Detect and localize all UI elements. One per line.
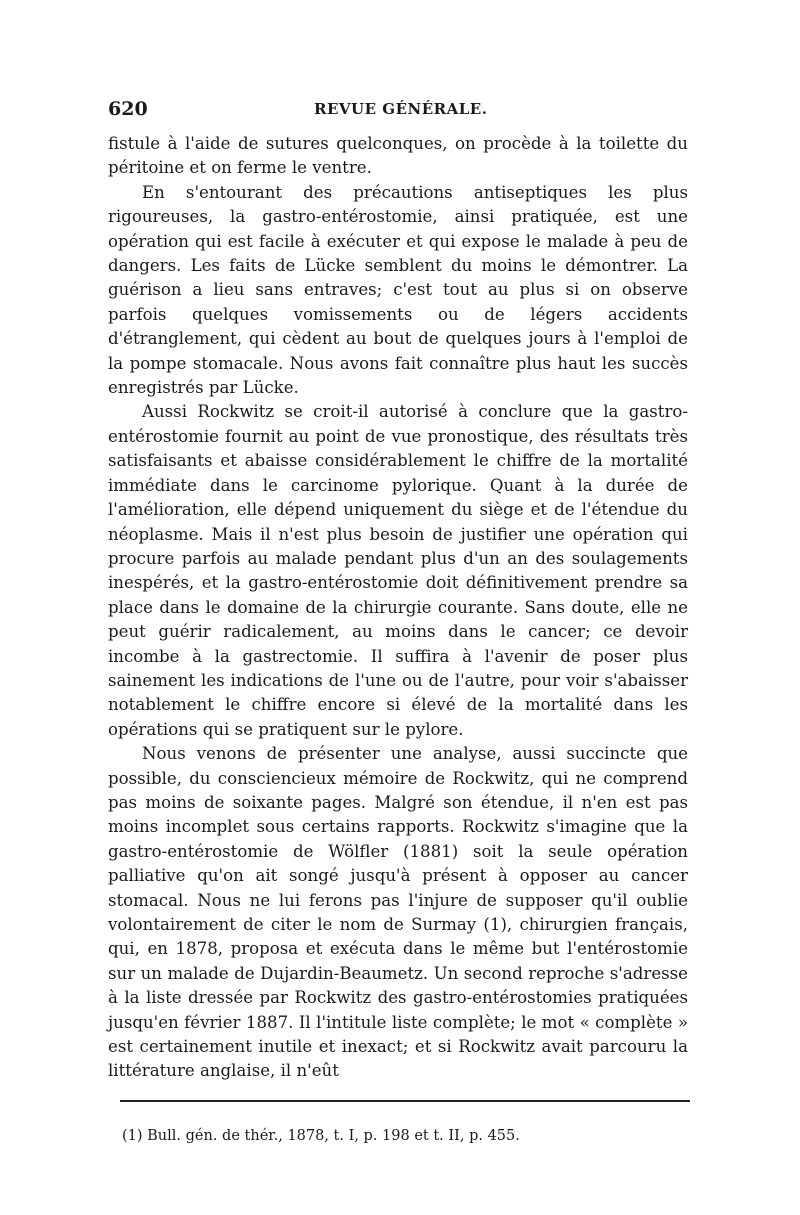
paragraph-rockwitz-conclusion: Aussi Rockwitz se croit-il autorisé à conclure que la gastro-entérostomie fournit au point de vue pronostique, des résultats très satisfaisants et abaisse considérablement le chiffre de la mortalité immédiate dans le carcinome pylorique. Quant à la durée de l'amélioration, elle dépend uniquement du siège et de l'étendue du néoplasme. Mais il n'est plus besoin de justifier une opération qui procure parfois au malade pendant plus d'un an des soulagements inespérés, et la gastro-entérostomie doit définitivement prendre sa place dans le domaine de la chirurgie courante. Sans doute, elle ne peut guérir radicalement, au moins dans le cancer; ce devoir incombe à la gastrectomie. Il suffira à l'avenir de poser plus sainement les indications de l'une ou de l'autre, pour voir s'abaisser notablement le chiffre encore si élevé de la mortalité dans les opérations qui se pratiquent sur le pylore. [108, 402, 688, 739]
paragraph-antiseptic: En s'entourant des précautions antiseptiques les plus rigoureuses, la gastro-entérostomie, ainsi pratiquée, est une opération qui est facile à exécuter et qui expose le malade à peu de dangers. Les faits de Lücke semblent du moins le démontrer. La guérison a lieu sans entraves; c'est tout au plus si on observe parfois quelques vomissements ou de légers accidents d'étranglement, qui cèdent au bout de quelques jours à l'emploi de la pompe stomacale. Nous avons fait connaître plus haut les succès enregistrés par Lücke. [108, 182, 688, 398]
body-text [108, 132, 688, 1084]
paragraph-continuation: fistule à l'aide de sutures quelconques, on procède à la toilette du péritoine et on ferme le ventre. [108, 134, 688, 178]
footnote-divider [120, 1100, 690, 1102]
paragraph-analysis: Nous venons de présenter une analyse, aussi succincte que possible, du consciencieux mémoire de Rockwitz, qui ne comprend pas moins de soixante pages. Malgré son étendue, il n'en est pas moins incomplet sous certains rapports. Rockwitz s'imagine que la gastro-entérostomie de Wölfler (1881) soit la seule opération palliative qu'on ait songé jusqu'à présent à opposer au cancer stomacal. Nous ne lui ferons pas l'injure de supposer qu'il oublie volontairement de citer le nom de Surmay (1), chirurgien français, qui, en 1878, proposa et exécuta dans le même but l'entérostomie sur un malade de Dujardin-Beaumetz. Un second reproche s'adresse à la liste dressée par Rockwitz des gastro-entérostomies pratiquées jusqu'en février 1887. Il l'intitule liste complète; le mot « complète » est certainement inutile et inexact; et si Rockwitz avait parcouru la littérature anglaise, il n'eût [108, 744, 688, 1081]
page-number: 620 [108, 98, 148, 120]
page-header [108, 96, 688, 130]
footnote: (1) Bull. gén. de thér., 1878, t. I, p. 198 et t. II, p. 455. [122, 1127, 520, 1144]
document-page [108, 96, 688, 1146]
running-title: REVUE GÉNÉRALE. [314, 100, 488, 118]
